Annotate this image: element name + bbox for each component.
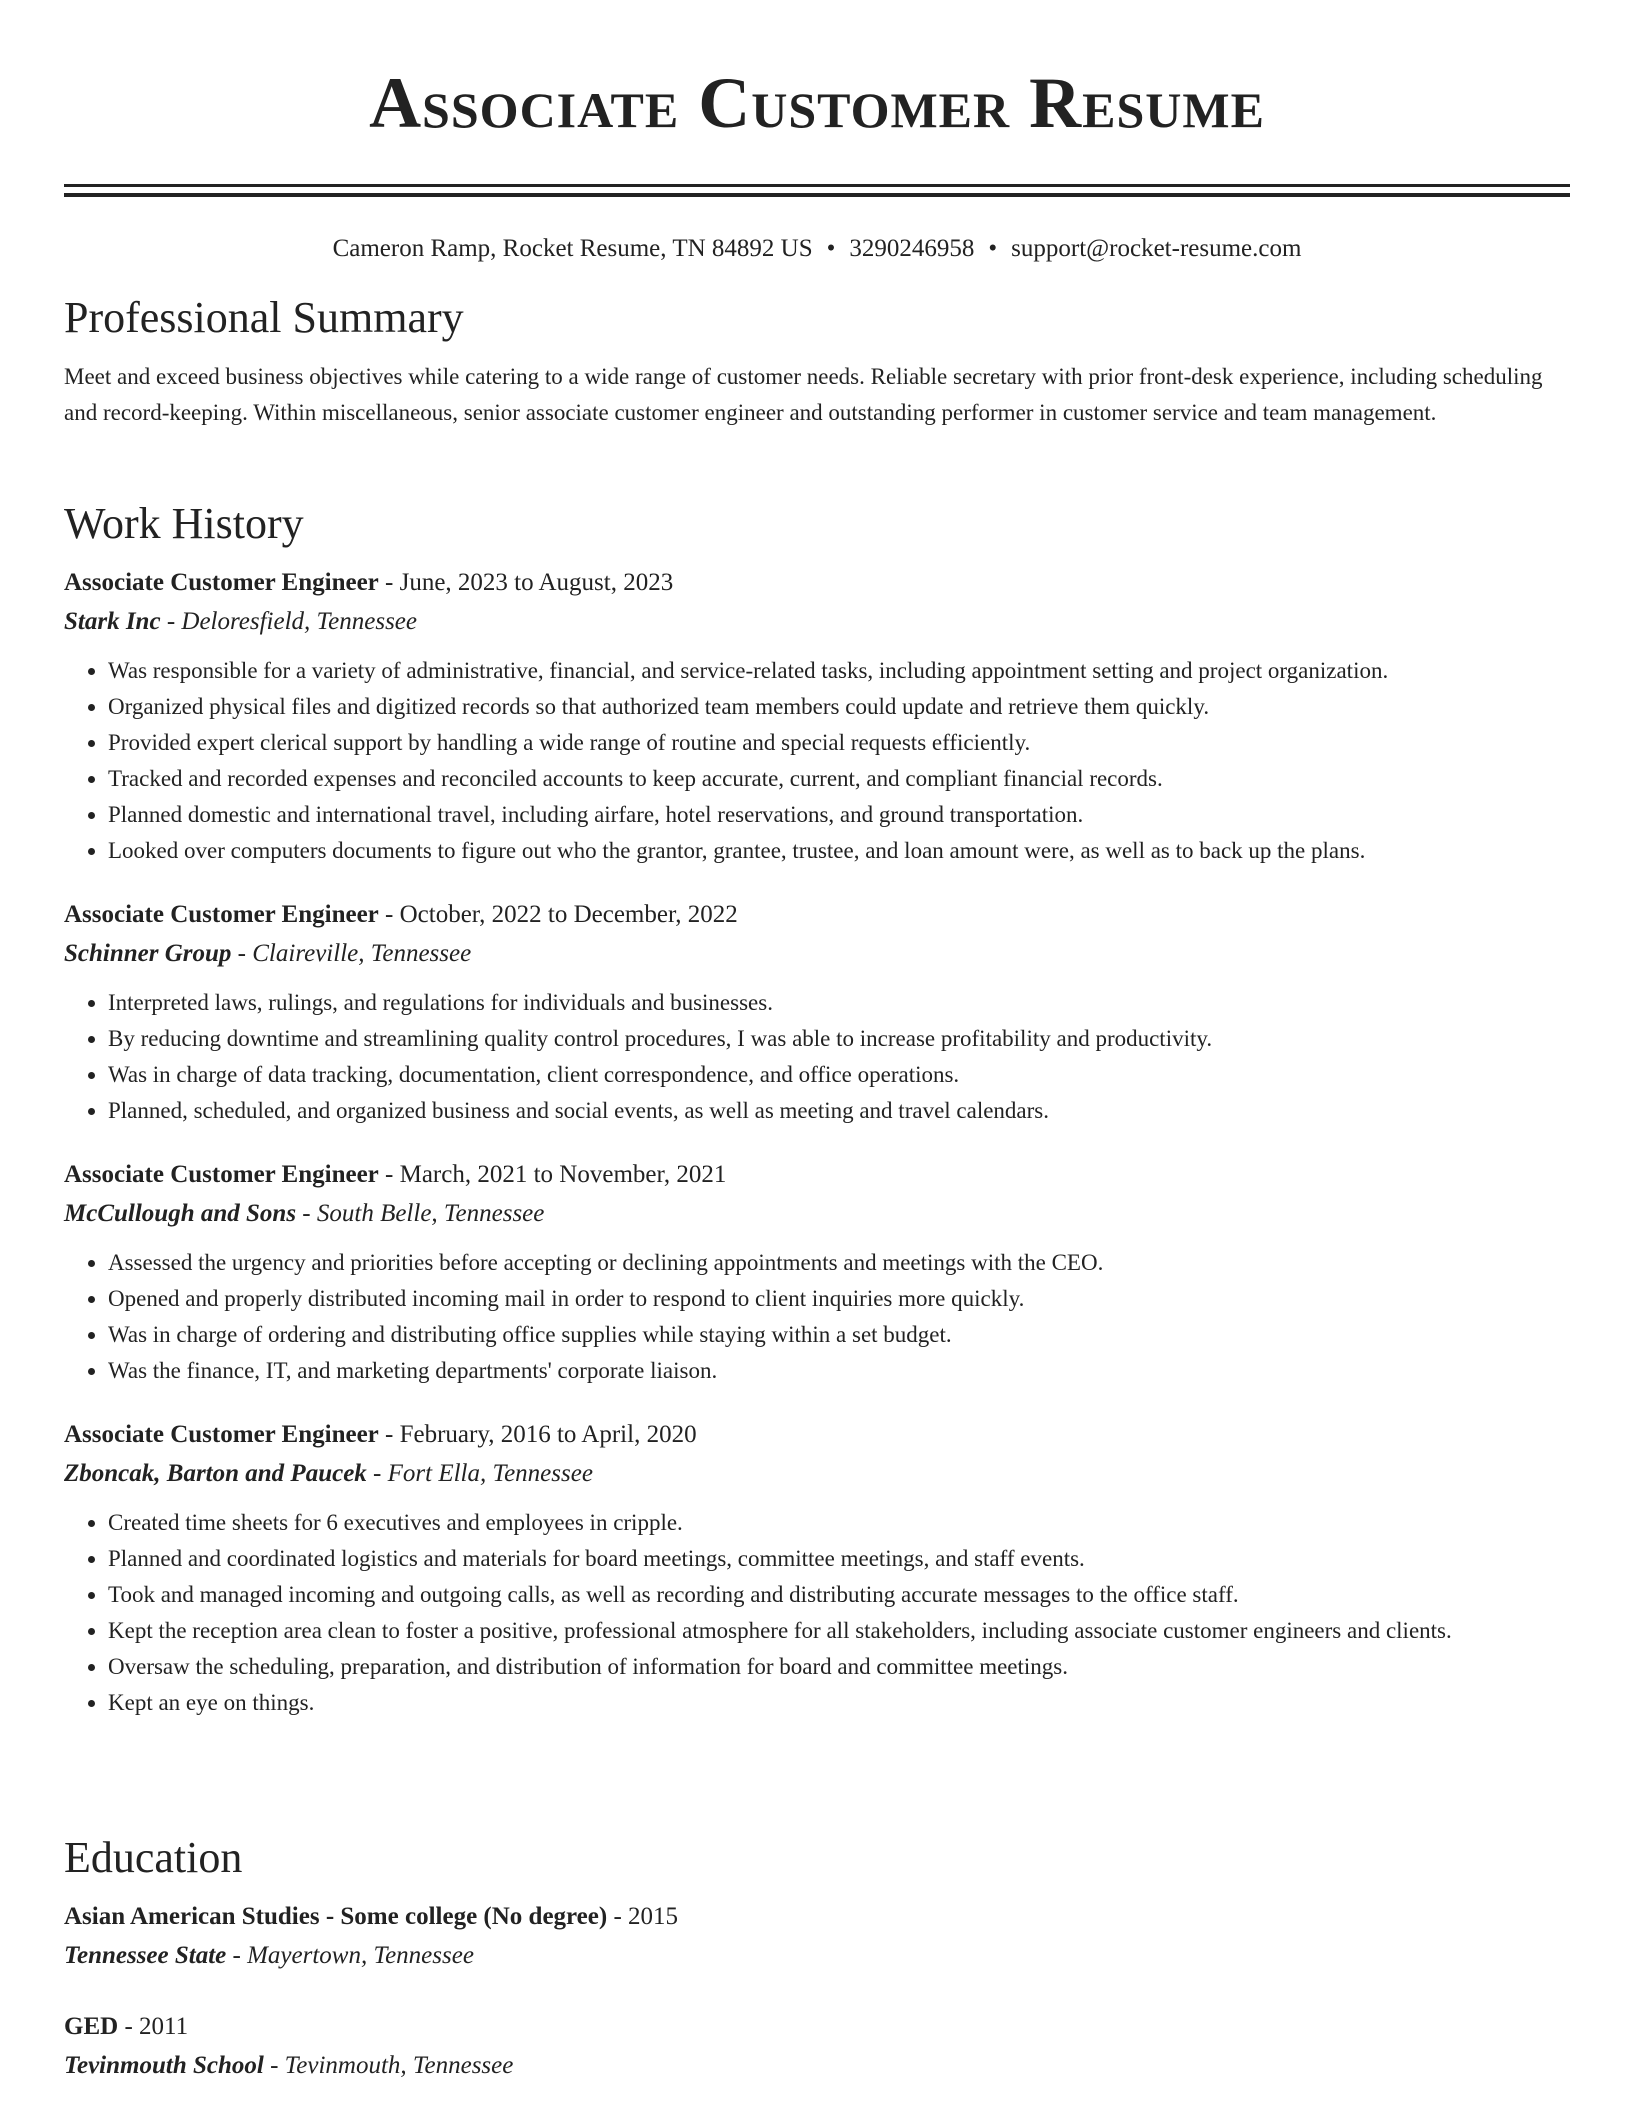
job-company: McCullough and Sons (64, 1200, 297, 1227)
duty-item: • Took and managed incoming and outgoing calls, as well as recording and distributing accurate messages to the office staff. (108, 1577, 1570, 1613)
education-entry (64, 1897, 1570, 1975)
job-entry (64, 895, 1570, 1129)
education-year: - 2011 (118, 2013, 189, 2040)
job-duties (64, 985, 1570, 1129)
duty-item: • Was in charge of ordering and distributing office supplies while staying within a set budget. (108, 1317, 1570, 1353)
job-company: Zboncak, Barton and Paucek (64, 1460, 367, 1487)
contact-separator: • (826, 235, 836, 262)
duty-item: • Opened and properly distributed incoming mail in order to respond to client inquiries more quickly. (108, 1281, 1570, 1317)
duty-item: • Kept the reception area clean to foster a positive, professional atmosphere for all stakeholders, including associate customer engineers and clients. (108, 1613, 1570, 1649)
job-location: - Claireville, Tennessee (231, 940, 472, 967)
summary-text: Meet and exceed business objectives while catering to a wide range of customer needs. Reliable secretary with prior front-desk experience, including scheduling and record-keeping. Within miscellaneous, senior associate customer engineer and outstanding performer in customer service and team management. (64, 364, 1543, 425)
education-location: - Tevinmouth, Tennessee (263, 2052, 514, 2079)
job-duties (64, 1245, 1570, 1389)
education-section (64, 1831, 1570, 2085)
duty-item: • Tracked and recorded expenses and reconciled accounts to keep accurate, current, and compliant financial records. (108, 761, 1570, 797)
job-dates: - October, 2022 to December, 2022 (378, 901, 738, 928)
duty-item: • Created time sheets for 6 executives and employees in cripple. (108, 1505, 1570, 1541)
contact-separator: • (988, 235, 998, 262)
duty-item: • Interpreted laws, rulings, and regulations for individuals and businesses. (108, 985, 1570, 1021)
duty-item: • Looked over computers documents to figure out who the grantor, grantee, trustee, and loan amount were, as well as to back up the plans. (108, 833, 1570, 869)
duty-item: • Was responsible for a variety of administrative, financial, and service-related tasks, including appointment setting and project organization. (108, 653, 1570, 689)
job-title: Associate Customer Engineer (64, 569, 379, 596)
education-school: Tennessee State (64, 1942, 227, 1969)
duty-item: • Planned domestic and international travel, including airfare, hotel reservations, and ground transportation. (108, 797, 1570, 833)
job-dates: - March, 2021 to November, 2021 (378, 1161, 727, 1188)
job-employer (64, 603, 1570, 641)
job-entry (64, 1415, 1570, 1721)
duty-item: • Assessed the urgency and priorities before accepting or declining appointments and meetings with the CEO. (108, 1245, 1570, 1281)
job-header (64, 1415, 1570, 1455)
contact-email: support@rocket-resume.com (1011, 235, 1302, 262)
job-duties (64, 1505, 1570, 1721)
job-employer (64, 1195, 1570, 1233)
job-location: - South Belle, Tennessee (296, 1200, 545, 1227)
duty-item: • Planned, scheduled, and organized business and social events, as well as meeting and travel calendars. (108, 1093, 1570, 1129)
education-school-line (64, 1937, 1570, 1975)
work-history-section (64, 497, 1570, 1721)
job-entry (64, 1155, 1570, 1389)
education-degree: Asian American Studies - Some college (No degree) (64, 1903, 608, 1930)
job-dates: - June, 2023 to August, 2023 (378, 569, 674, 596)
job-company: Stark Inc (64, 608, 161, 635)
job-location: - Deloresfield, Tennessee (160, 608, 417, 635)
contact-address: Cameron Ramp, Rocket Resume, TN 84892 US (332, 235, 813, 262)
job-header (64, 1155, 1570, 1195)
job-duties (64, 653, 1570, 869)
education-location: - Mayertown, Tennessee (226, 1942, 474, 1969)
education-school: Tevinmouth School (64, 2052, 264, 2079)
education-header (64, 1897, 1570, 1937)
contact-phone: 3290246958 (849, 235, 975, 262)
duty-item: • Provided expert clerical support by handling a wide range of routine and special requests efficiently. (108, 725, 1570, 761)
work-history-heading: Work History (64, 499, 304, 548)
summary-heading: Professional Summary (64, 293, 464, 342)
education-heading: Education (64, 1833, 243, 1882)
job-title: Associate Customer Engineer (64, 1421, 379, 1448)
duty-item: • Planned and coordinated logistics and materials for board meetings, committee meetings, and staff events. (108, 1541, 1570, 1577)
resume-title: Associate Customer Resume (369, 63, 1265, 143)
summary-section (64, 291, 1570, 431)
education-school-line (64, 2047, 1570, 2085)
duty-item: • By reducing downtime and streamlining quality control procedures, I was able to increase profitability and productivity. (108, 1021, 1570, 1057)
resume-page (64, 0, 1570, 2079)
duty-item: • Was in charge of data tracking, documentation, client correspondence, and office operations. (108, 1057, 1570, 1093)
job-title: Associate Customer Engineer (64, 1161, 379, 1188)
job-entry (64, 563, 1570, 869)
education-degree: GED (64, 2013, 119, 2040)
job-header (64, 563, 1570, 603)
duty-item: • Organized physical files and digitized records so that authorized team members could update and retrieve them quickly. (108, 689, 1570, 725)
duty-item: • Oversaw the scheduling, preparation, and distribution of information for board and committee meetings. (108, 1649, 1570, 1685)
contact-line (64, 233, 1570, 265)
job-dates: - February, 2016 to April, 2020 (378, 1421, 697, 1448)
education-entry (64, 2007, 1570, 2085)
job-company: Schinner Group (64, 940, 232, 967)
education-year: - 2015 (607, 1903, 679, 1930)
job-header (64, 895, 1570, 935)
duty-item: • Was the finance, IT, and marketing departments' corporate liaison. (108, 1353, 1570, 1389)
title-divider (64, 184, 1570, 197)
job-employer (64, 935, 1570, 973)
job-location: - Fort Ella, Tennessee (366, 1460, 593, 1487)
education-header (64, 2007, 1570, 2047)
job-employer (64, 1455, 1570, 1493)
job-title: Associate Customer Engineer (64, 901, 379, 928)
duty-item: • Kept an eye on things. (108, 1685, 1570, 1721)
